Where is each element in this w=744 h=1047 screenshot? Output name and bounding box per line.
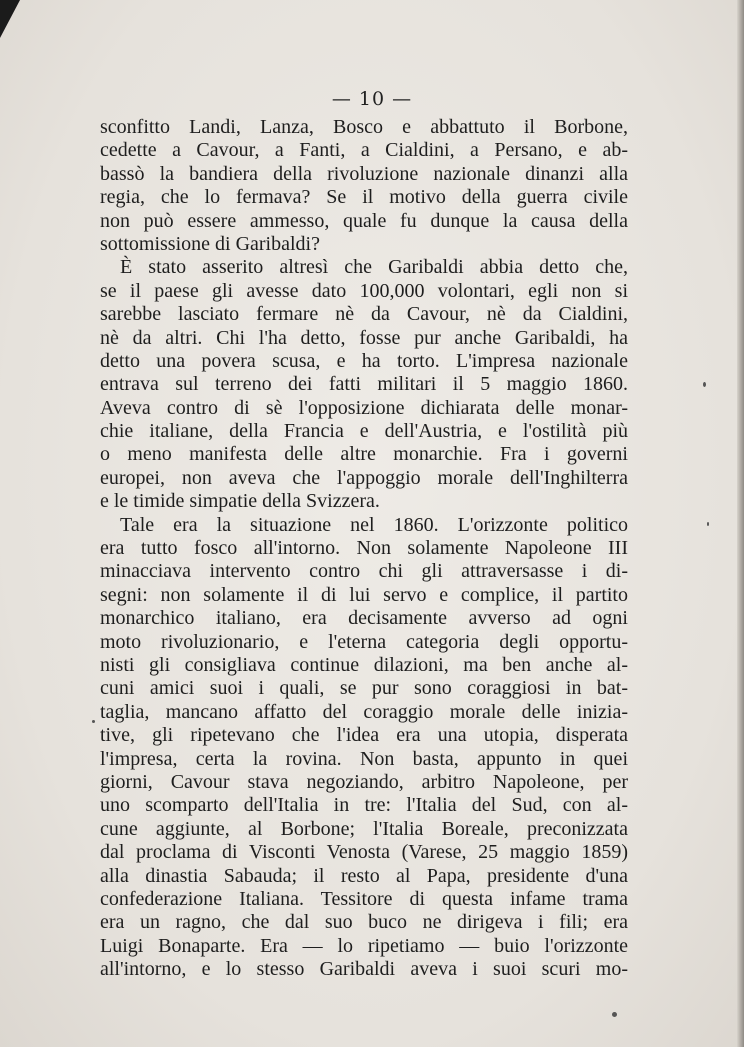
text-line: e le timide simpatie della Svizzera. — [100, 490, 380, 513]
text-line: dal proclama di Visconti Venosta (Varese, 25 maggio 1859) — [100, 841, 628, 864]
text-line: era tutto fosco all'intorno. Non solamente Napoleone III — [100, 537, 628, 560]
text-line: chie italiane, della Francia e dell'Austria, e l'ostilità più — [100, 420, 628, 443]
text-line: cedette a Cavour, a Fanti, a Cialdini, a Persano, e ab- — [100, 139, 628, 162]
text-line: taglia, mancano affatto del coraggio morale delle inizia- — [100, 700, 628, 723]
text-line: cuni amici suoi i quali, se pur sono coraggiosi in bat- — [100, 677, 628, 700]
page-edge-shadow — [737, 0, 744, 1047]
text-line: nisti gli consigliava continue dilazioni, ma ben anche al- — [100, 653, 628, 676]
text-line: Luigi Bonaparte. Era — lo ripetiamo — buio l'orizzonte — [100, 934, 628, 957]
text-line: cune aggiunte, al Borbone; l'Italia Boreale, preconizzata — [100, 817, 628, 840]
text-line: regia, che lo fermava? Se il motivo della guerra civile — [100, 186, 628, 209]
text-line: europei, non aveva che l'appoggio morale dell'Inghilterra — [100, 466, 628, 489]
text-line: moto rivoluzionario, e l'eterna categoria degli opportu- — [100, 630, 628, 653]
text-line: sconfitto Landi, Lanza, Bosco e abbattuto il Borbone, — [100, 116, 628, 138]
ink-speck — [703, 382, 706, 387]
body-text — [100, 116, 628, 981]
text-line: minacciava intervento contro chi gli attraversasse i di- — [100, 560, 628, 583]
text-line: se il paese gli avesse dato 100,000 volontari, egli non si — [100, 279, 628, 302]
text-line: confederazione Italiana. Tessitore di questa infame trama — [100, 887, 628, 910]
text-line: non può essere ammesso, quale fu dunque la causa della — [100, 209, 628, 232]
text-line: l'impresa, certa la rovina. Non basta, appunto in quei — [100, 747, 628, 770]
text-line: detto una povera scusa, e ha torto. L'impresa nazionale — [100, 349, 628, 372]
text-line: Tale era la situazione nel 1860. L'orizzonte politico — [120, 513, 628, 536]
text-line: giorni, Cavour stava negoziando, arbitro Napoleone, per — [100, 770, 628, 793]
text-line: segni: non solamente il di lui servo e complice, il partito — [100, 583, 628, 606]
text-line: entrava sul terreno dei fatti militari il 5 maggio 1860. — [100, 373, 628, 396]
text-line: bassò la bandiera della rivoluzione nazionale dinanzi alla — [100, 162, 628, 185]
text-line: Aveva contro di sè l'opposizione dichiarata delle monar- — [100, 396, 628, 419]
text-line: alla dinastia Sabauda; il resto al Papa, presidente d'una — [100, 864, 628, 887]
text-line: monarchico italiano, era decisamente avverso ad ogni — [100, 607, 628, 630]
text-line: era un ragno, che dal suo buco ne dirigeva i fili; era — [100, 911, 628, 934]
text-line: tive, gli ripetevano che l'idea era una utopia, disperata — [100, 724, 628, 747]
text-line: o meno manifesta delle altre monarchie. Fra i governi — [100, 443, 628, 466]
ink-speck — [612, 1012, 617, 1017]
page-corner-shadow — [0, 0, 20, 38]
text-line: sarebbe lasciato fermare nè da Cavour, nè da Cialdini, — [100, 303, 628, 326]
text-line: all'intorno, e lo stesso Garibaldi aveva i suoi scuri mo- — [100, 958, 628, 981]
page-number: — 10 — — [331, 88, 413, 110]
ink-speck — [92, 720, 95, 723]
ink-speck — [707, 522, 709, 526]
text-line: nè da altri. Chi l'ha detto, fosse pur anche Garibaldi, ha — [100, 326, 628, 349]
text-line: uno scomparto dell'Italia in tre: l'Italia del Sud, con al- — [100, 794, 628, 817]
text-line: sottomissione di Garibaldi? — [100, 232, 320, 255]
text-line: È stato asserito altresì che Garibaldi abbia detto che, — [120, 256, 628, 279]
